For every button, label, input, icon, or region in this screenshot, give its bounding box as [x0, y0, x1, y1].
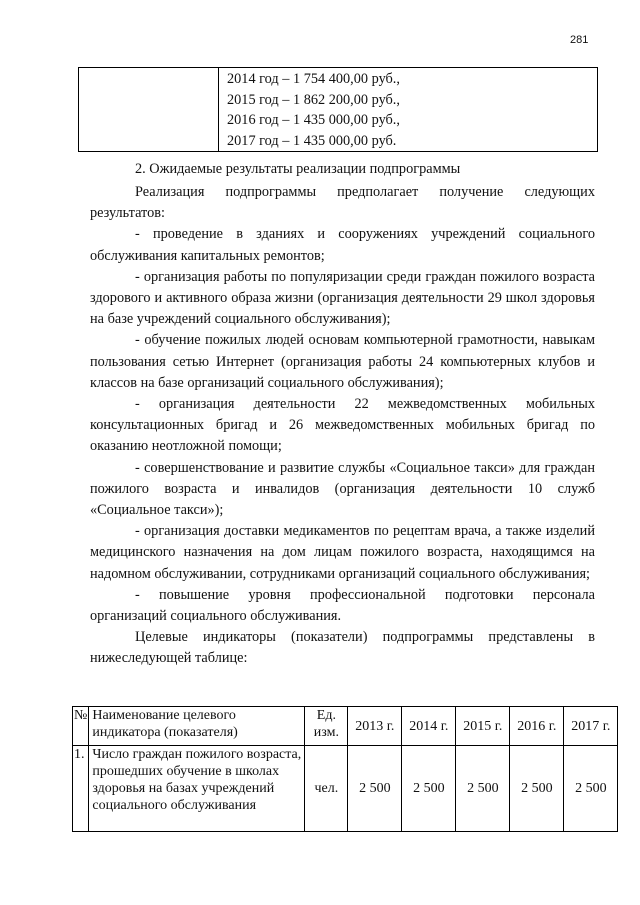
header-year: 2017 г.	[564, 707, 618, 746]
indicators-table	[72, 706, 618, 832]
body-text	[90, 182, 595, 670]
funding-line: 2017 год – 1 435 000,00 руб.	[227, 132, 397, 149]
funding-table-values-cell	[219, 68, 598, 152]
paragraph-intro: Реализация подпрограммы предполагает получение следующих результатов:	[90, 184, 595, 222]
paragraph-item-social-taxi: - совершенствование и развитие службы «Социальное такси» для граждан пожилого возраста и инвалидов (организация деятельности 10 служб «Социальное такси»);	[90, 459, 595, 519]
funding-line: 2015 год – 1 862 200,00 руб.,	[227, 91, 400, 108]
paragraph-item-health-schools: - организация работы по популяризации среди граждан пожилого возраста здорового и активного образа жизни (организация деятельности 29 школ здоровья на базе учреждений социального обслуживания);	[90, 268, 595, 328]
paragraph-item-mobile-brigades: - организация деятельности 22 межведомственных мобильных консультационных бригад и 26 межведомственных мобильных бригад по оказанию неотложной помощи;	[90, 396, 595, 455]
table-header-row	[73, 707, 618, 746]
table-row	[73, 746, 618, 832]
row-name: Число граждан пожилого возраста, прошедших обучение в школах здоровья на базах учреждений социального обслуживания	[89, 746, 305, 832]
header-year: 2015 г.	[456, 707, 510, 746]
page-number: 281	[570, 34, 589, 46]
row-value: 2 500	[564, 746, 618, 832]
funding-table-empty-cell	[79, 68, 219, 152]
row-unit: чел.	[305, 746, 348, 832]
row-value: 2 500	[510, 746, 564, 832]
paragraph-item-repairs: - проведение в зданиях и сооружениях учреждений социального обслуживания капитальных ремонтов;	[90, 226, 595, 264]
header-unit: Ед. изм.	[305, 707, 348, 746]
paragraph-item-staff-training: - повышение уровня профессиональной подготовки персонала организаций социального обслуживания.	[90, 586, 595, 625]
paragraph-item-medicine-delivery: - организация доставки медикаментов по рецептам врача, а также изделий медицинского назначения на дом лицам пожилого возраста, находящимся на надомном обслуживании, сотрудниками организаций социального обслуживания;	[90, 523, 595, 582]
funding-line: 2014 год – 1 754 400,00 руб.,	[227, 71, 400, 87]
paragraph-indicators-intro: Целевые индикаторы (показатели) подпрограммы представлены в нижеследующей таблице:	[90, 629, 595, 667]
header-year: 2014 г.	[402, 707, 456, 746]
header-name: Наименование целевого индикатора (показателя)	[89, 707, 305, 746]
header-year: 2013 г.	[348, 707, 402, 746]
row-num: 1.	[73, 746, 89, 832]
row-value: 2 500	[348, 746, 402, 832]
section-heading: 2. Ожидаемые результаты реализации подпрограммы	[135, 161, 461, 177]
funding-line: 2016 год – 1 435 000,00 руб.,	[227, 112, 400, 128]
funding-table	[78, 67, 598, 152]
header-year: 2016 г.	[510, 707, 564, 746]
row-value: 2 500	[402, 746, 456, 832]
row-value: 2 500	[456, 746, 510, 832]
paragraph-item-computer-literacy: - обучение пожилых людей основам компьютерной грамотности, навыкам пользования сетью Интернет (организация работы 24 компьютерных клубов и классов на базе организаций социального обслуживания);	[90, 332, 595, 391]
header-num: №	[73, 707, 89, 746]
